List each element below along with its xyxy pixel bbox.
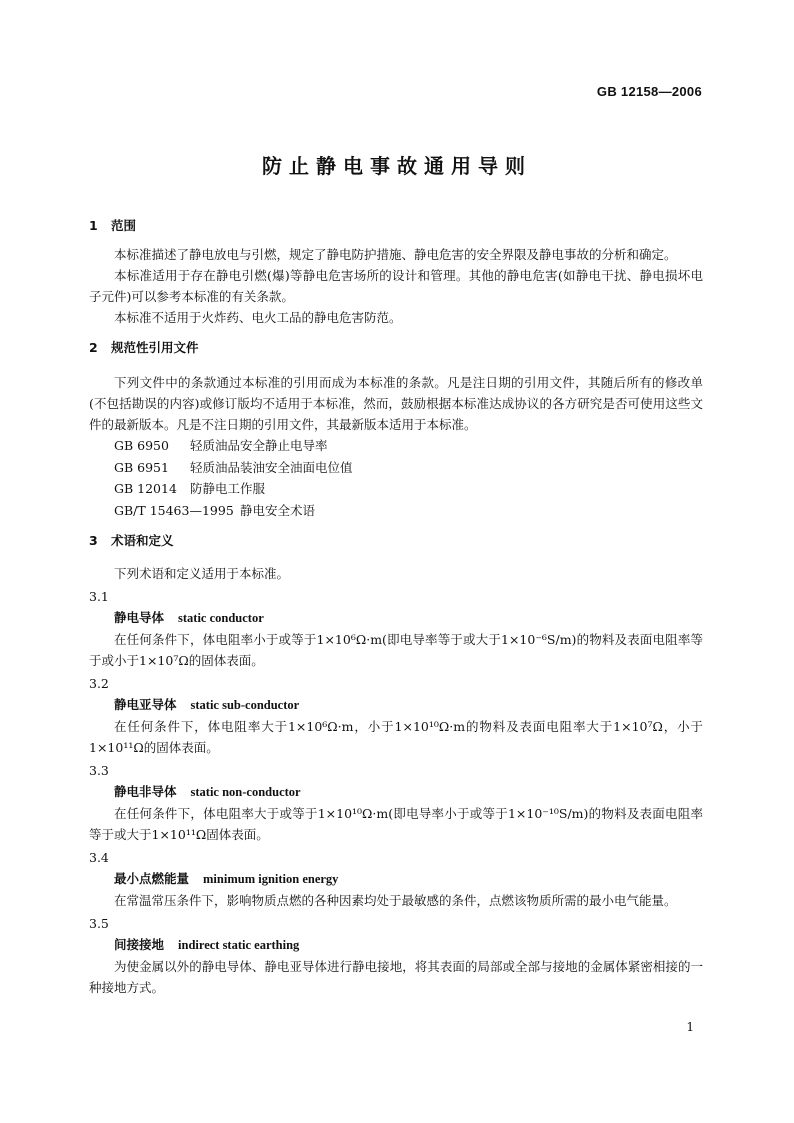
term-entry [89,781,703,803]
section-number: 1 [89,218,98,233]
term-en: static conductor [178,611,264,625]
paragraph: 下列文件中的条款通过本标准的引用而成为本标准的条款。凡是注日期的引用文件，其随后所有的修改单(不包括勘误的内容)或修订版均不适用于本标准，然而，鼓励根据本标准达成协议的各方研究是否可使用这些文件的最新版本。凡是不注日期的引用文件，其最新版本适用于本标准。 [89,375,703,432]
reference-code: GB 6951 [114,459,169,475]
term-zh: 间接接地 [114,937,165,952]
reference-name: 轻质油品安全静止电导率 [190,438,328,453]
standard-code: GB 12158—2006 [596,84,702,99]
term-entry [89,607,703,629]
term-definition: 在任何条件下，体电阻率大于1×10⁶Ω·m，小于1×10¹⁰Ω·m的物料及表面电阻率大于1×10⁷Ω，小于1×10¹¹Ω的固体表面。 [89,719,703,755]
section-heading-normative-references [89,338,703,358]
term-zh: 静电亚导体 [114,697,177,712]
reference-item [89,500,703,522]
term-zh: 静电导体 [114,610,165,625]
document-body [89,208,703,998]
reference-item [89,457,703,479]
clause-number: 3.2 [89,676,109,691]
section-number: 3 [89,533,98,548]
term-entry [89,934,703,956]
term-en: minimum ignition energy [203,872,339,886]
reference-code: GB 6950 [114,438,169,453]
section-number: 2 [89,340,98,355]
term-definition: 在任何条件下，体电阻率大于或等于1×10¹⁰Ω·m(即电导率小于或等于1×10⁻¹⁰S/m)的物料及表面电阻率等于或大于1×10¹¹Ω固体表面。 [89,806,703,842]
reference-code: GB/T 15463—1995 [114,502,234,518]
paragraph: 本标准适用于存在静电引燃(爆)等静电危害场所的设计和管理。其他的静电危害(如静电干扰、静电损坏电子元件)可以参考本标准的有关条款。 [89,268,703,304]
term-definition: 在常温常压条件下，影响物质点燃的各种因素均处于最敏感的条件，点燃该物质所需的最小电气能量。 [114,893,677,908]
section-heading-terms-definitions [89,531,703,551]
document-title: 防止静电事故通用导则 [262,154,532,178]
term-zh: 最小点燃能量 [114,871,190,886]
term-en: static sub-conductor [190,698,300,712]
paragraph: 下列术语和定义适用于本标准。 [114,566,290,581]
section-title: 范围 [111,218,137,233]
reference-code: GB 12014 [114,481,177,496]
term-zh: 静电非导体 [114,784,177,799]
clause-number: 3.4 [89,850,109,865]
section-heading-scope [89,216,703,236]
clause-number: 3.3 [89,763,109,778]
clause-number: 3.1 [89,589,109,604]
reference-item [89,478,703,500]
reference-item [89,435,703,457]
paragraph: 本标准描述了静电放电与引燃，规定了静电防护措施、静电危害的安全界限及静电事故的分析和确定。 [114,247,677,262]
reference-name: 静电安全术语 [240,502,316,518]
term-entry [89,694,703,716]
page-number: 1 [686,1020,694,1034]
section-title: 规范性引用文件 [111,340,199,355]
section-title: 术语和定义 [111,533,174,548]
term-definition: 在任何条件下，体电阻率小于或等于1×10⁶Ω·m(即电导率等于或大于1×10⁻⁶S/m)的物料及表面电阻率等于或小于1×10⁷Ω的固体表面。 [89,632,703,668]
clause-number: 3.5 [89,916,109,931]
term-en: static non-conductor [190,785,301,799]
term-definition: 为使金属以外的静电导体、静电亚导体进行静电接地，将其表面的局部或全部与接地的金属体紧密相接的一种接地方式。 [89,959,703,995]
paragraph: 本标准不适用于火炸药、电火工品的静电危害防范。 [114,310,402,325]
reference-name: 轻质油品装油安全油面电位值 [190,459,353,475]
term-entry [89,868,703,890]
reference-name: 防静电工作服 [190,481,266,496]
term-en: indirect static earthing [178,938,300,952]
